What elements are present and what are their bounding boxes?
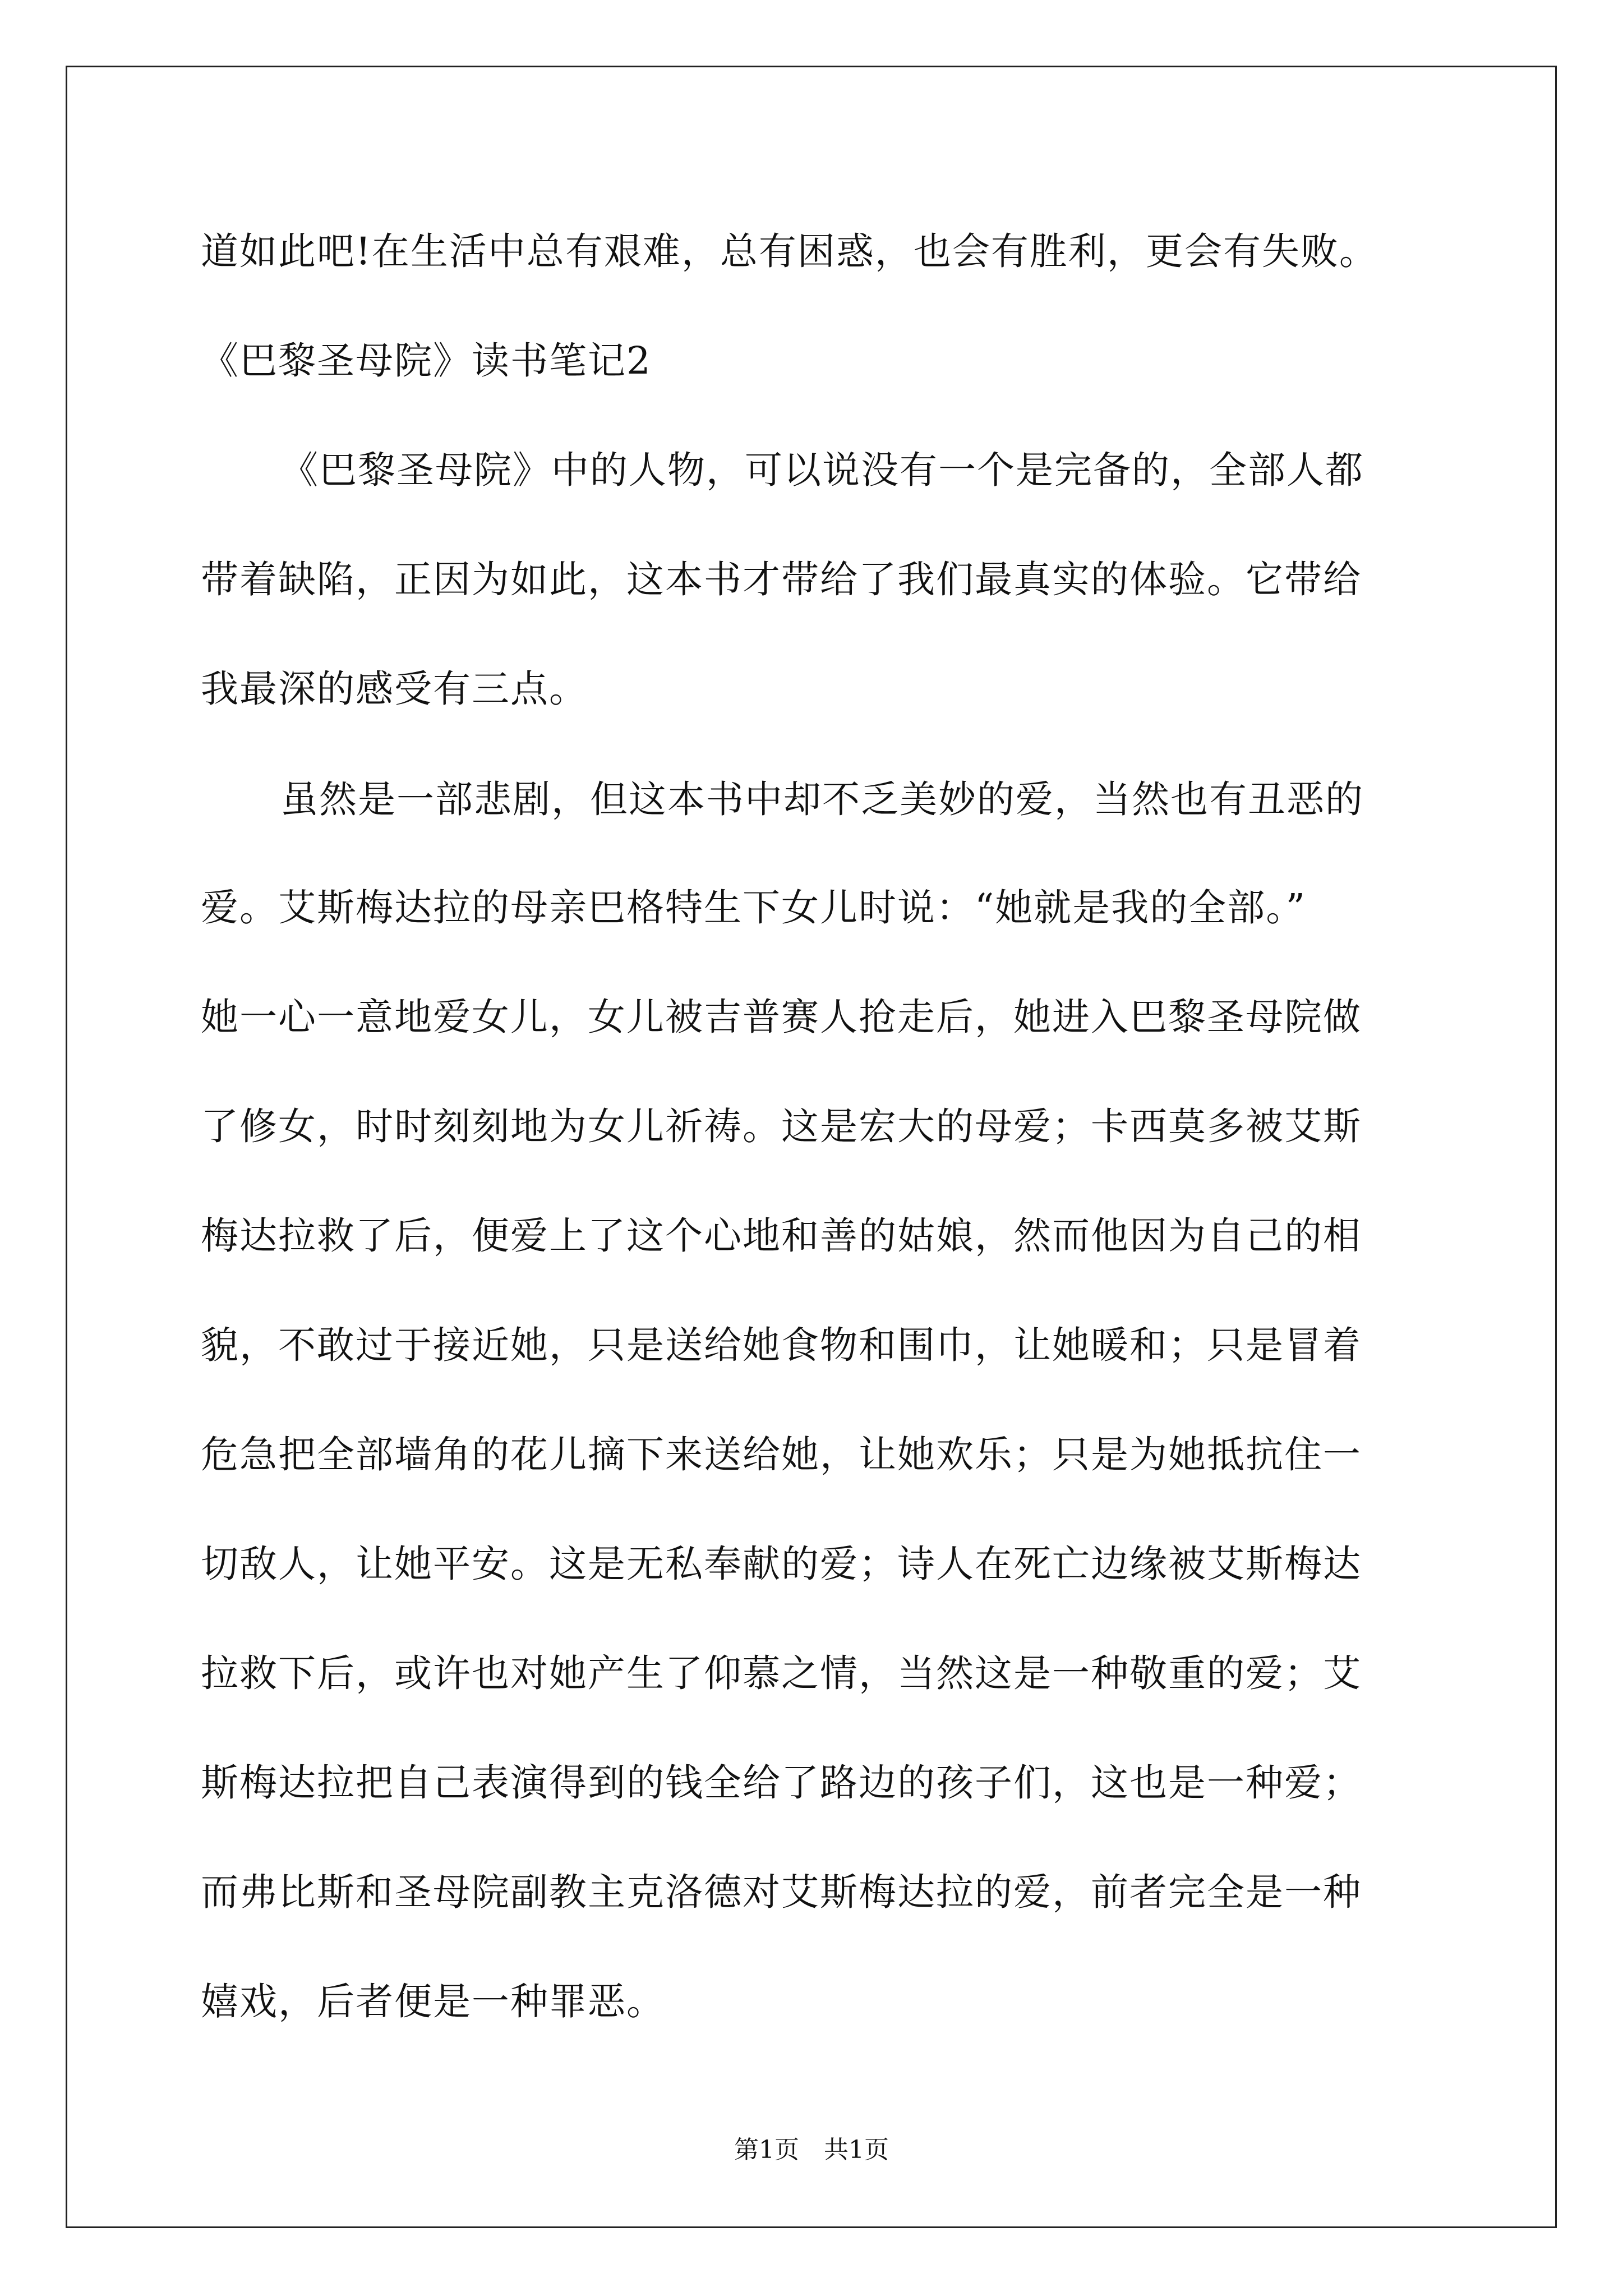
text-line-10: 梅达拉救了后，便爱上了这个心地和善的姑娘，然而他因为自己的相 — [201, 1214, 1362, 1258]
text-line-13: 切敌人，让她平安。这是无私奉献的爱；诗人在死亡边缘被艾斯梅达 — [201, 1542, 1362, 1586]
text-line-3: 《巴黎圣母院》中的人物，可以说没有一个是完备的，全部人都 — [280, 448, 1364, 492]
text-line-14: 拉救下后，或许也对她产生了仰慕之情，当然这是一种敬重的爱；艾 — [201, 1651, 1362, 1695]
text-line-1: 道如此吧!在生活中总有艰难，总有困惑，也会有胜利，更会有失败。 — [201, 229, 1378, 273]
text-line-11: 貌，不敢过于接近她，只是送给她食物和围巾，让她暖和；只是冒着 — [201, 1323, 1362, 1367]
text-line-12: 危急把全部墙角的花儿摘下来送给她，让她欢乐；只是为她抵抗住一 — [201, 1433, 1362, 1476]
text-line-17: 嬉戏，后者便是一种罪恶。 — [201, 1980, 665, 2023]
text-line-15: 斯梅达拉把自己表演得到的钱全给了路边的孩子们，这也是一种爱； — [201, 1761, 1362, 1805]
text-line-9: 了修女，时时刻刻地为女儿祈祷。这是宏大的母爱；卡西莫多被艾斯 — [201, 1105, 1362, 1148]
text-line-4: 带着缺陷，正因为如此，这本书才带给了我们最真实的体验。它带给 — [201, 558, 1362, 601]
page-footer: 第1页 共1页 — [734, 2136, 889, 2164]
text-line-6: 虽然是一部悲剧，但这本书中却不乏美妙的爱，当然也有丑恶的 — [280, 777, 1364, 821]
text-line-5: 我最深的感受有三点。 — [201, 667, 588, 711]
section-heading: 《巴黎圣母院》读书笔记2 — [201, 339, 652, 383]
text-line-8: 她一心一意地爱女儿，女儿被吉普赛人抢走后，她进入巴黎圣母院做 — [201, 995, 1362, 1039]
text-line-16: 而弗比斯和圣母院副教主克洛德对艾斯梅达拉的爱，前者完全是一种 — [201, 1870, 1362, 1914]
text-line-7: 爱。艾斯梅达拉的母亲巴格特生下女儿时说：“她就是我的全部。” — [201, 886, 1307, 930]
